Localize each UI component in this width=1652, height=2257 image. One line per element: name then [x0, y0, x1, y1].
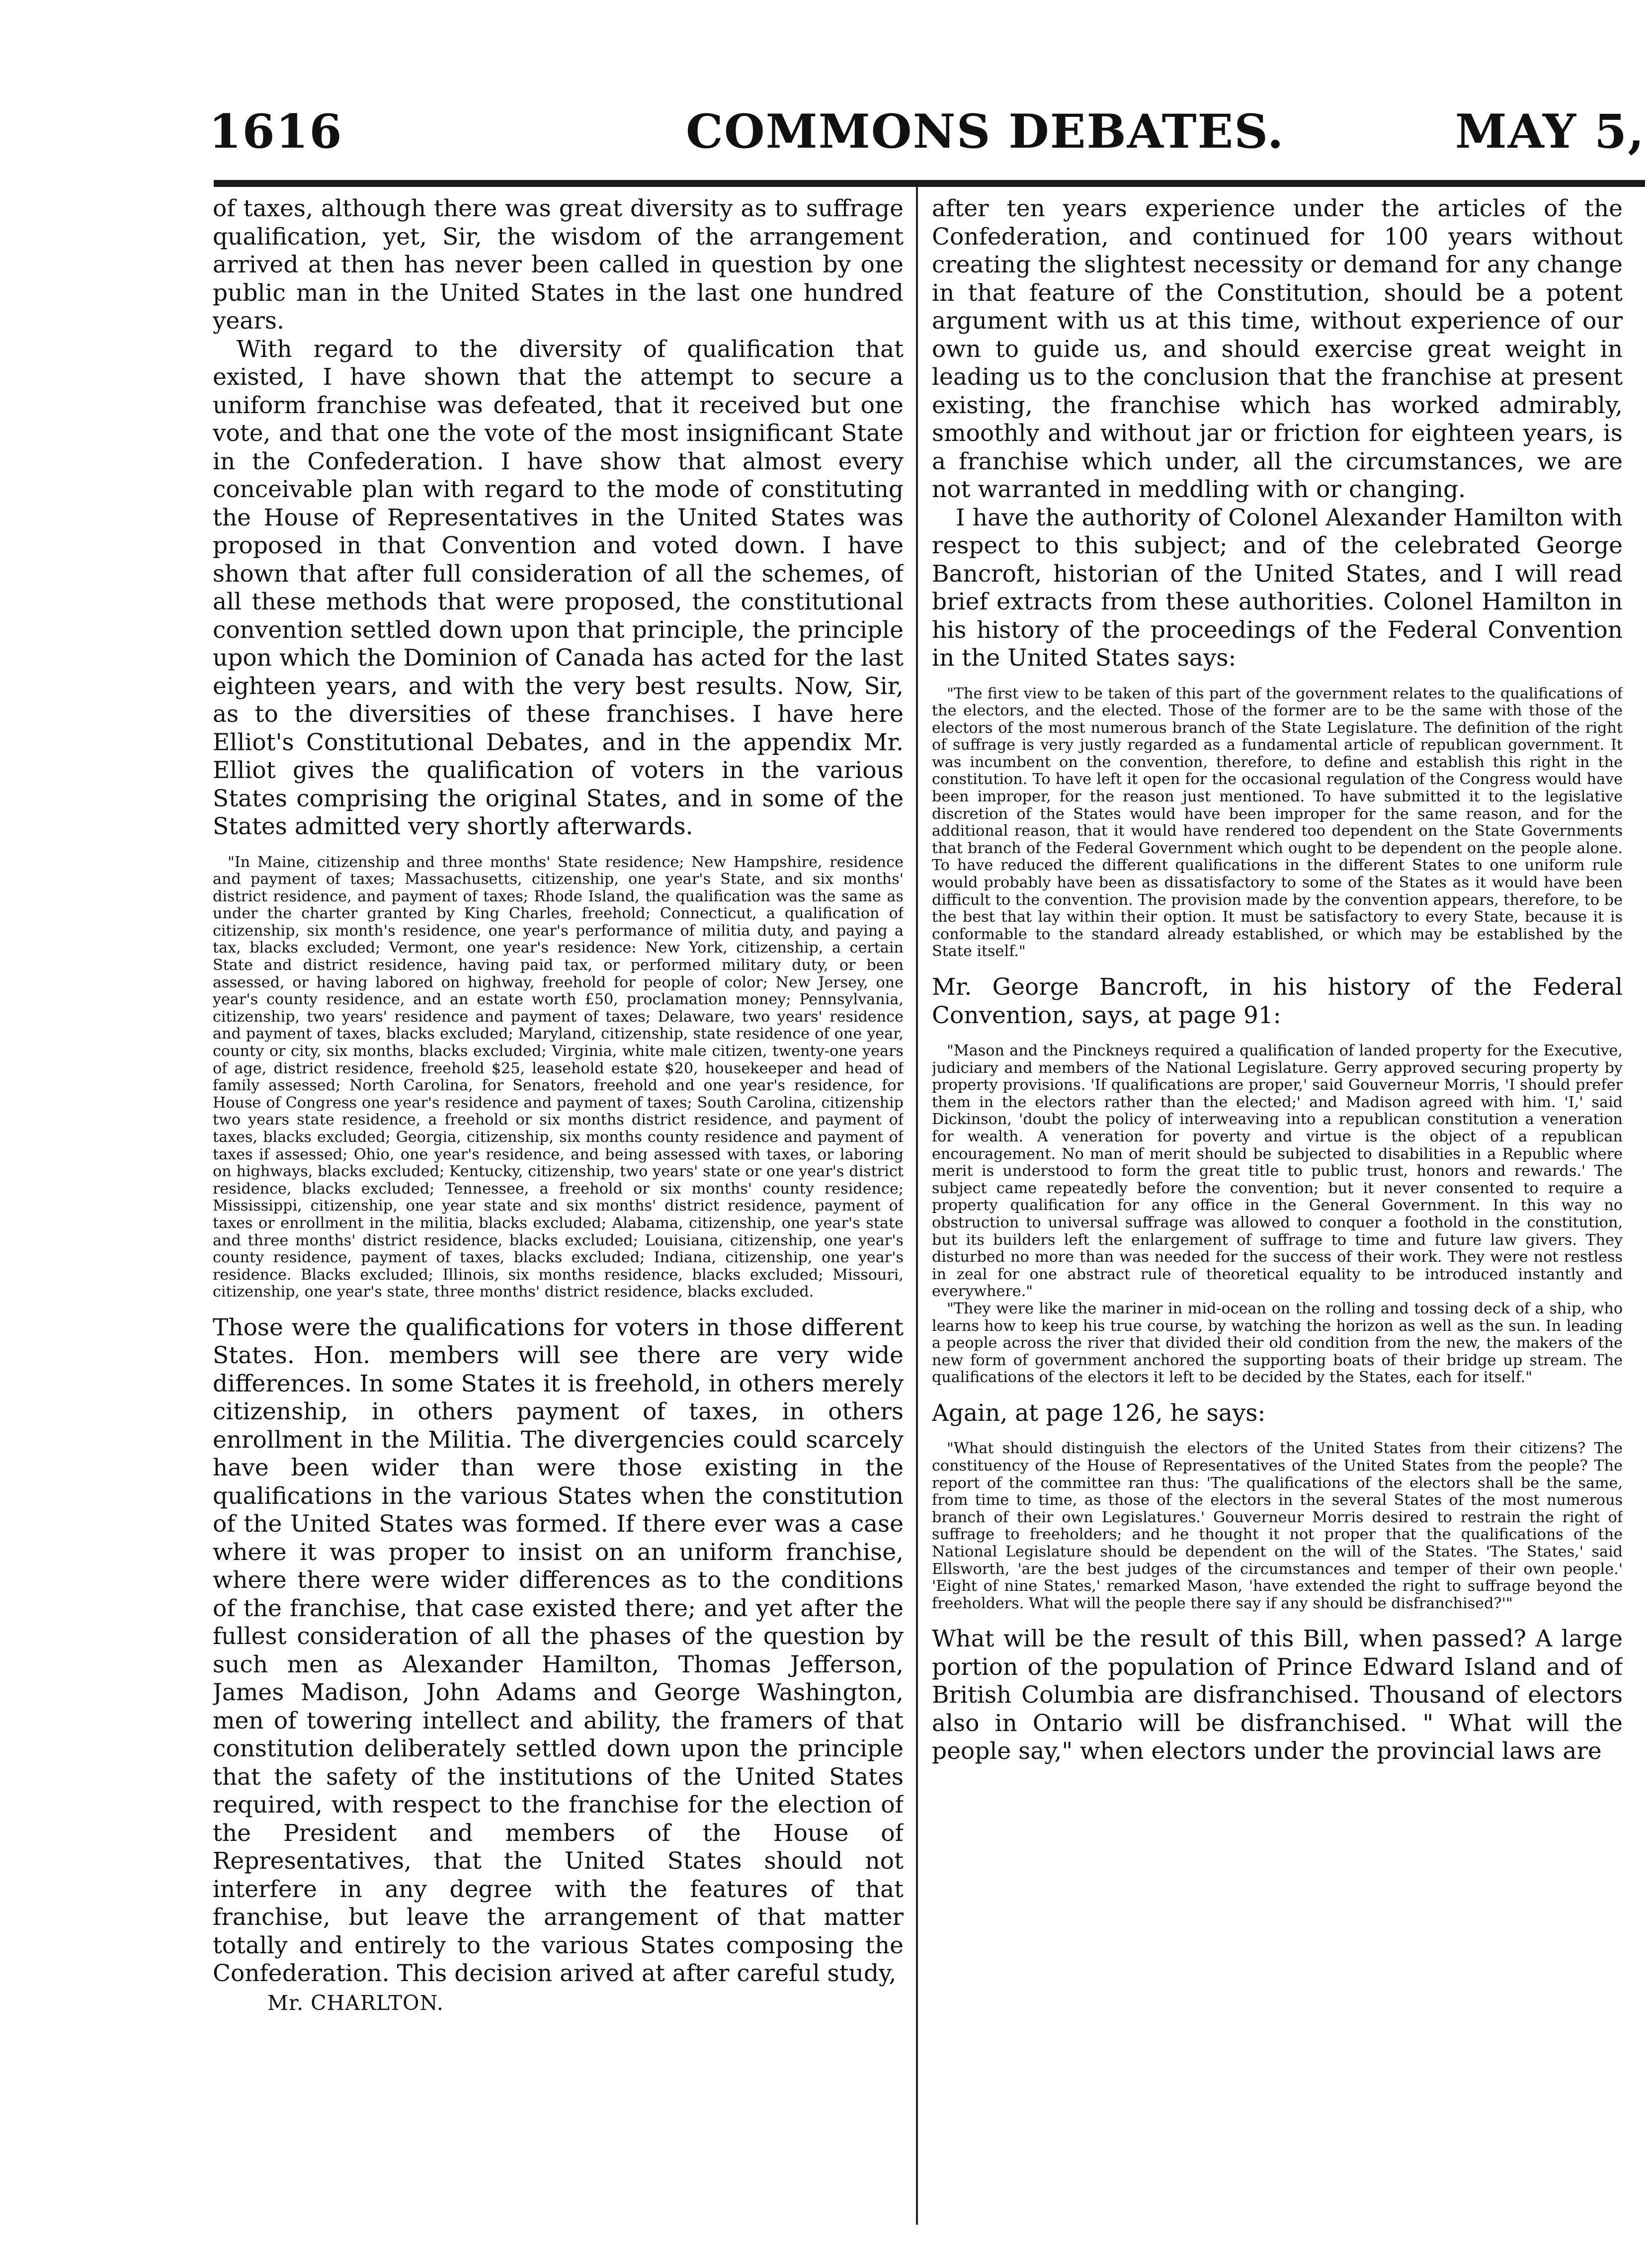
right-paragraph-1: after ten years experience under the articles of the Confederation, and continued for 100 years without creating the slightest necessity or demand for any change in that feature of the Constitution, should be a potent argument with us at this time, without experience of our own to guide us, and should exercise great weight in leading us to the conclusion that the franchise at present existing, the franchise which has worked admirably, smoothly and without jar or friction for eighteen years, is a franchise which under, all the circumstances, we are not warranted in meddling with or changing.	[932, 195, 1623, 503]
quote-text: "The first view to be taken of this part of the government relates to the qualifications of the electors, and the elected. Those of the former are to be the same with those of the electors of the most numerous branch of the State Legislature. The definition of the right of suffrage is very justly regarded as a fundamental article of republican government. It was incumbent on the convention, therefore, to define and establish this right in the constitution. To have left it open for the occasional regulation of the Congress would have been improper, for the reason just mentioned. To have submitted it to the legislative discretion of the States would have been improper for the same reason, and for the additional reason, that it would have rendered too dependent on the State Governments that branch of the Federal Government which ought to be dependent on the people alone. To have reduced the different qualifications in the different States to one uniform rule would probably have been as dissatisfactory to some of the States as it would have been difficult to the convention. The provision made by the convention appears, therefore, to be the best that lay within their option. It must be satisfactory to every State, because it is conformable to the standard already established, or which may be established by the State itself."	[932, 685, 1623, 960]
right-quote-bancroft-page-91	[932, 1042, 1623, 1387]
left-column	[213, 195, 904, 2221]
right-paragraph-2: I have the authority of Colonel Alexander Hamilton with respect to this subject; and of the celebrated George Bancroft, historian of the United States, and I will read brief extracts from these authorities. Colonel Hamilton in his history of the proceedings of the Federal Convention in the United States says:	[932, 504, 1623, 672]
left-quote-state-qualifications	[213, 854, 904, 1301]
speaker-name: Mr. CHARLTON.	[267, 1991, 444, 2015]
header-rule	[214, 180, 1645, 187]
right-paragraph-5: What will be the result of this Bill, when passed? A large portion of the population of Prince Edward Island and of British Columbia are disfranchised. Thousand of electors also in Ontario will be disfranchised. " What will the people say," when electors under the provincial laws are	[932, 1625, 1623, 1765]
left-paragraph-2: With regard to the diversity of qualification that existed, I have shown that the attempt to secure a uniform franchise was defeated, that it received but one vote, and that one the vote of the most insignificant State in the Confederation. I have show that almost every conceivable plan with regard to the mode of constituting the House of Representatives in the United States was proposed in that Convention and voted down. I have shown that after full consideration of all the schemes, of all these methods that were proposed, the constitutional convention settled down upon that principle, the principle upon which the Dominion of Canada has acted for the last eighteen years, and with the very best results. Now, Sir, as to the diversities of these franchises. I have here Elliot's Constitutional Debates, and in the appendix Mr. Elliot gives the qualification of voters in the various States comprising the original States, and in some of the States admitted very shortly afterwards.	[213, 335, 904, 840]
left-paragraph-1: of taxes, although there was great diversity as to suffrage qualification, yet, Sir, the wisdom of the arrangement arrived at then has never been called in question by one public man in the United States in the last one hundred years.	[213, 195, 904, 335]
page-header	[209, 94, 1645, 169]
quote-text: "Mason and the Pinckneys required a qualification of landed property for the Executive, judiciary and members of the National Legislature. Gerry approved securing property by property provisions. 'If qualifications are proper,' said Gouverneur Morris, 'I should prefer them in the electors rather than the elected;' and Madison agreed with him. 'I,' said Dickinson, 'doubt the policy of interweaving into a republican constitution a veneration for wealth. A veneration for poverty and virtue is the object of a republican encouragement. No man of merit should be subjected to disabilities in a Republic where merit is understood to form the great title to public trust, honors and rewards.' The subject came repeatedly before the convention; but it never consented to require a property qualification for any office in the General Government. In this way no obstruction to universal suffrage was allowed to conquer a foothold in the constitution, but its builders left the enlargement of suffrage to time and future law givers. They disturbed no more than was needed for the success of their work. They were not restless in zeal for one abstract rule of theoretical equality to be introduced instantly and everywhere."	[932, 1042, 1623, 1301]
page-date: MAY 5,	[1455, 104, 1645, 159]
right-quote-hamilton	[932, 686, 1623, 961]
right-paragraph-3: Mr. George Bancroft, in his history of the Federal Convention, says, at page 91:	[932, 973, 1623, 1029]
quote-text: "In Maine, citizenship and three months' State residence; New Hampshire, residence and payment of taxes; Massachusetts, citizenship, one year's State, and six months' district residence, and payment of taxes; Rhode Island, the qualification was the same as under the charter granted by King Charles, freehold; Connecticut, a qualification of citizenship, six month's residence, one year's performance of militia duty, and paying a tax, blacks excluded; Vermont, one year's residence: New York, citizenship, a certain State and district residence, having paid tax, or performed military duty, or been assessed, or having labored on highway, freehold for people of color; New Jersey, one year's county residence, and an estate worth £50, proclamation money; Pennsylvania, citizenship, two years' residence and payment of taxes; Delaware, two years' residence and payment of taxes, blacks excluded; Maryland, citizenship, state residence of one year, county or city, six months, blacks excluded; Virginia, white male citizen, twenty-one years of age, district residence, freehold $25, leasehold estate $20, housekeeper and head of family assessed; North Carolina, for Senators, freehold and one year's residence, for House of Congress one year's residence and payment of taxes; South Carolina, citizenship two years state residence, a freehold or six months district residence, and payment of taxes, blacks excluded; Georgia, citizenship, six months county residence and payment of taxes if assessed; Ohio, one year's residence, and being assessed with taxes, or laboring on highways, blacks excluded; Kentucky, citizenship, two years' state or one year's district residence, blacks excluded; Tennessee, a freehold or six months' county residence; Mississippi, citizenship, one year state and six months' district residence, payment of taxes or enrollment in the militia, blacks excluded; Alabama, citizenship, one year's state and three months' district residence, blacks excluded; Louisiana, citizenship, one year's county residence, payment of taxes, blacks excluded; Indiana, citizenship, one year's residence. Blacks excluded; Illinois, six months residence, blacks excluded; Missouri, citizenship, one year's state, three months' district residence, blacks excluded.	[213, 853, 904, 1301]
right-paragraph-4: Again, at page 126, he says:	[932, 1399, 1266, 1427]
right-quote-bancroft-page-126	[932, 1440, 1623, 1612]
page-number: 1616	[209, 104, 343, 159]
right-column	[932, 195, 1623, 2221]
publication-title: COMMONS DEBATES.	[686, 104, 1285, 159]
column-divider	[916, 186, 918, 2225]
quote-text: "What should distinguish the electors of the United States from their citizens? The constituency of the House of Representatives of the United States from the people? The report of the committee ran thus: 'The qualifications of the electors shall be the same, from time to time, as those of the electors in the several States of the most numerous branch of their own Legislatures.' Gouverneur Morris desired to restrain the right of suffrage to freeholders; and he thought it not proper that the qualifications of the National Legislature should be dependent on the will of the States. 'The States,' said Ellsworth, 'are the best judges of the circumstances and temper of their own people.' 'Eight of nine States,' remarked Mason, 'have extended the right to suffrage beyond the freeholders. What will the people there say if any should be disfranchised?'"	[932, 1440, 1623, 1612]
left-paragraph-3: Those were the qualifications for voters in those different States. Hon. members will see there are very wide differences. In some States it is freehold, in others merely citizenship, in others payment of taxes, in others enrollment in the Militia. The divergencies could scarcely have been wider than were those existing in the qualifications in the various States when the constitution of the United States was formed. If there ever was a case where it was proper to insist on an uniform franchise, where there were wider differences as to the conditions of the franchise, that case existed there; and yet after the fullest consideration of all the phases of the question by such men as Alexander Hamilton, Thomas Jefferson, James Madison, John Adams and George Washington, men of towering intellect and ability, the framers of that constitution deliberately settled down upon the principle that the safety of the institutions of the United States required, with respect to the franchise for the election of the President and members of the House of Representatives, that the United States should not interfere in any degree with the features of that franchise, but leave the arrangement of that matter totally and entirely to the various States composing the Confederation. This decision arived at after careful study,	[213, 1313, 904, 1988]
quote-text: "They were like the mariner in mid-ocean on the rolling and tossing deck of a ship, who learns how to keep his true course, by watching the horizon as well as the sun. In leading a people across the river that divided their old condition from the new, the makers of the new form of government anchored the supporting boats of their bridge up stream. The qualifications of the electors it left to be decided by the States, each for itself."	[932, 1300, 1623, 1387]
